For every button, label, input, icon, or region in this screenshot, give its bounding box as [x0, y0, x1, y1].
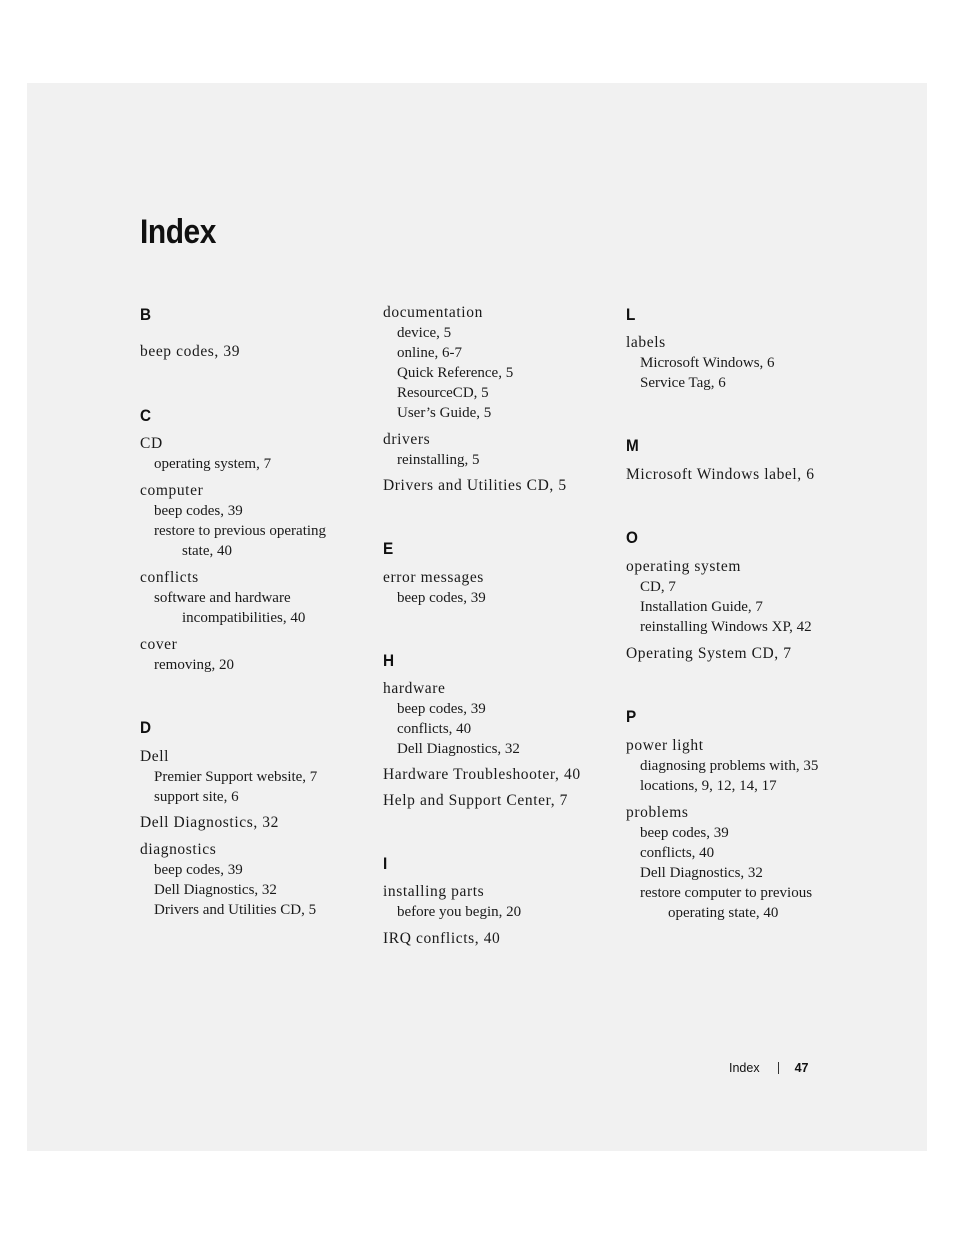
letter-heading-p: P: [626, 707, 637, 726]
page-footer: [729, 1061, 809, 1075]
index-subentry: beep codes, 39: [640, 825, 729, 841]
letter-heading-d: D: [140, 718, 152, 737]
index-entry: computer: [140, 482, 204, 499]
letter-heading-m: M: [626, 436, 639, 455]
index-entry: Operating System CD, 7: [626, 645, 792, 662]
index-entry: beep codes, 39: [140, 343, 241, 360]
index-subentry: User’s Guide, 5: [397, 405, 492, 421]
index-subentry: software and hardware: [154, 590, 291, 606]
index-subentry: online, 6-7: [397, 345, 462, 361]
index-subentry: Drivers and Utilities CD, 5: [154, 902, 317, 918]
footer-divider: [778, 1062, 779, 1074]
letter-heading-b: B: [140, 305, 152, 324]
index-subentry: restore computer to previous: [640, 885, 813, 901]
index-subentry-continued: state, 40: [182, 543, 232, 559]
index-entry: labels: [626, 334, 666, 351]
index-subentry: reinstalling, 5: [397, 452, 480, 468]
index-subentry: operating system, 7: [154, 456, 272, 472]
index-subentry: locations, 9, 12, 14, 17: [640, 778, 777, 794]
index-subentry-continued: incompatibilities, 40: [182, 610, 306, 626]
index-column-2: [383, 303, 613, 949]
index-entry: drivers: [383, 431, 431, 448]
index-entry: Hardware Troubleshooter, 40: [383, 766, 581, 783]
index-entry: cover: [140, 636, 178, 653]
index-entry: hardware: [383, 680, 446, 697]
index-subentry: beep codes, 39: [397, 701, 486, 717]
index-subentry: Premier Support website, 7: [154, 769, 318, 785]
index-entry: diagnostics: [140, 841, 217, 858]
index-entry: documentation: [383, 304, 483, 321]
letter-heading-l: L: [626, 305, 636, 324]
index-subentry: beep codes, 39: [397, 590, 486, 606]
index-subentry: Installation Guide, 7: [640, 599, 763, 615]
letter-heading-o: O: [626, 528, 638, 547]
index-entry: Dell: [140, 748, 170, 765]
index-entry: Microsoft Windows label, 6: [626, 466, 815, 483]
page-number: 47: [794, 1061, 809, 1075]
index-entry: CD: [140, 435, 163, 452]
index-subentry: CD, 7: [640, 579, 676, 595]
index-entry: installing parts: [383, 883, 485, 900]
index-subentry: before you begin, 20: [397, 904, 522, 920]
index-entry: IRQ conflicts, 40: [383, 930, 501, 947]
index-subentry: Quick Reference, 5: [397, 365, 514, 381]
index-column-1: [140, 305, 370, 920]
index-subentry: conflicts, 40: [397, 721, 472, 737]
letter-heading-i: I: [383, 854, 388, 873]
index-column-3: [626, 305, 856, 923]
page-title: Index: [140, 213, 216, 251]
index-entry: Help and Support Center, 7: [383, 792, 569, 809]
letter-heading-c: C: [140, 406, 152, 425]
index-subentry: Dell Diagnostics, 32: [640, 865, 763, 881]
index-entry: operating system: [626, 558, 742, 575]
index-subentry: removing, 20: [154, 657, 234, 673]
index-entry: error messages: [383, 569, 484, 586]
index-entry: conflicts: [140, 569, 199, 586]
letter-heading-h: H: [383, 651, 395, 670]
index-entry: Drivers and Utilities CD, 5: [383, 477, 567, 494]
index-subentry: conflicts, 40: [640, 845, 715, 861]
index-entry: power light: [626, 737, 704, 754]
index-subentry: beep codes, 39: [154, 862, 243, 878]
index-subentry: device, 5: [397, 325, 452, 341]
index-subentry-continued: operating state, 40: [668, 905, 779, 921]
index-subentry: reinstalling Windows XP, 42: [640, 619, 812, 635]
index-entry: problems: [626, 804, 689, 821]
index-subentry: diagnosing problems with, 35: [640, 758, 819, 774]
index-entry: Dell Diagnostics, 32: [140, 814, 279, 831]
index-subentry: beep codes, 39: [154, 503, 243, 519]
index-subentry: Microsoft Windows, 6: [640, 355, 775, 371]
index-subentry: support site, 6: [154, 789, 239, 805]
index-subentry: Dell Diagnostics, 32: [154, 882, 277, 898]
letter-heading-e: E: [383, 539, 394, 558]
index-subentry: Service Tag, 6: [640, 375, 726, 391]
index-subentry: restore to previous operating: [154, 523, 327, 539]
index-subentry: ResourceCD, 5: [397, 385, 489, 401]
footer-label: Index: [729, 1061, 760, 1075]
index-subentry: Dell Diagnostics, 32: [397, 741, 520, 757]
